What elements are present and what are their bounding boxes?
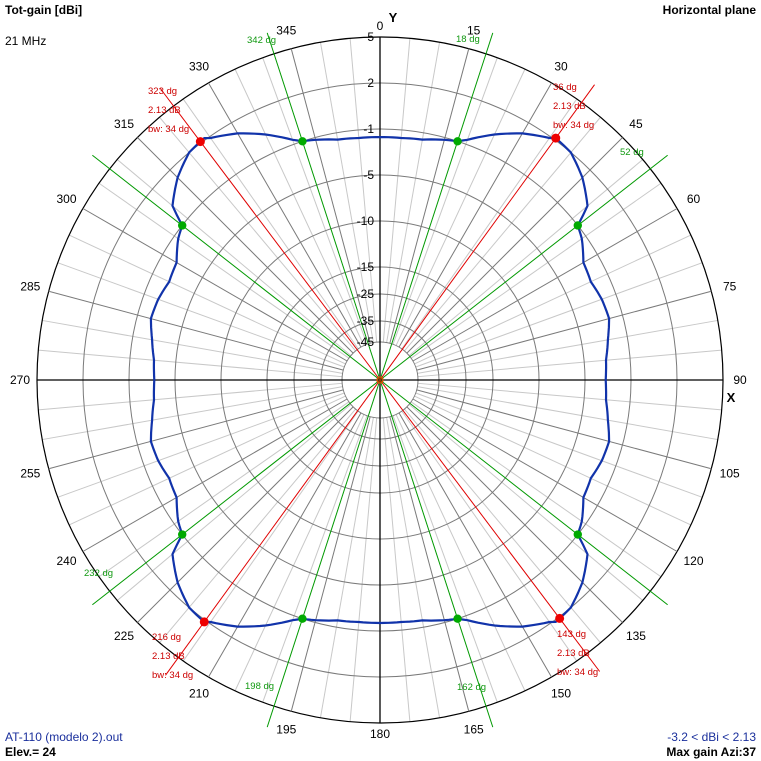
major-radial-line [399,413,552,677]
major-radial-line [413,209,677,362]
major-radial-line [417,390,712,469]
half-power-label: 232 dg [84,568,114,579]
angle-tick-label: 210 [188,686,210,701]
angle-tick-label: 135 [625,628,646,643]
half-power-line [380,33,493,380]
angle-tick-label: 120 [683,554,704,568]
half-power-label: 342 dg [247,35,277,46]
max-lobe-label: 216 dg [152,632,182,643]
max-lobe-label: 2.13 dB [553,101,586,112]
half-power-label: 18 dg [456,34,480,45]
max-lobe-marker [555,614,564,623]
ring-tick-label: -1 [363,122,374,136]
x-axis-label: X [726,390,736,405]
major-radial-line [83,209,347,362]
max-lobe-label: 2.13 dB [152,651,185,662]
max-lobe-marker [200,617,209,626]
half-power-marker [574,221,582,229]
major-radial-line [399,83,552,347]
frequency-label: 21 MHz [5,34,47,48]
max-lobe-label: bw: 34 dg [557,667,599,678]
max-lobe-marker [551,134,560,143]
file-label: AT-110 (modelo 2).out [5,730,123,744]
half-power-marker [298,137,306,145]
ring-tick-label: -15 [356,260,374,274]
half-power-marker [453,615,461,623]
max-gain-label: Max gain Azi:37 [666,745,756,759]
angle-tick-label: 225 [114,628,135,643]
half-power-label: 162 dg [457,682,487,693]
max-lobe-label: 36 dg [553,82,577,93]
half-power-label: 52 dg [620,147,644,158]
max-lobe-label: 143 dg [557,629,587,640]
angle-tick-label: 45 [629,117,643,132]
angle-tick-label: 75 [722,279,737,294]
max-lobe-label: 323 dg [148,86,178,97]
half-power-marker [178,530,186,538]
half-power-marker [298,615,306,623]
angle-tick-label: 255 [20,466,41,481]
angle-tick-label: 105 [719,466,740,481]
max-lobe-label: 2.13 dB [557,648,590,659]
max-lobe-label: bw: 34 dg [152,670,194,681]
half-power-label: 198 dg [245,681,275,692]
angle-tick-label: 270 [9,373,31,387]
max-lobe-marker [196,137,205,146]
major-radial-line [390,49,469,344]
max-lobe-label: bw: 34 dg [148,124,190,135]
range-label: -3.2 < dBi < 2.13 [667,730,756,744]
ring-tick-label: 5 [367,30,374,44]
angle-tick-label: 330 [188,59,210,74]
major-radial-line [390,417,469,712]
major-radial-line [209,83,362,347]
half-power-line [380,380,493,727]
elevation-label: Elev.= 24 [5,745,56,759]
max-lobe-line [165,380,380,675]
plane-label: Horizontal plane [662,3,756,17]
angle-tick-label: 15 [467,23,481,38]
half-power-line [267,380,380,727]
angle-tick-label: 60 [686,192,701,206]
major-radial-line [137,137,353,353]
half-power-marker [453,137,461,145]
angle-tick-label: 285 [20,279,41,294]
major-radial-line [407,407,623,623]
major-radial-line [413,399,677,552]
major-radial-line [291,417,370,712]
half-power-marker [574,530,582,538]
ring-tick-label: -45 [356,335,374,349]
major-radial-line [83,399,347,552]
angle-tick-label: 30 [554,59,568,74]
angle-tick-label: 150 [550,686,572,701]
major-radial-line [407,137,623,353]
ring-tick-label: -5 [363,168,374,182]
max-lobe-label: bw: 34 dg [553,120,595,131]
ring-tick-label: 2 [367,76,374,90]
angle-tick-label: 240 [56,554,77,568]
chart-title: Tot-gain [dBi] [5,3,83,17]
major-radial-line [137,407,353,623]
angle-tick-label: 180 [369,727,391,741]
y-axis-label: Y [388,10,398,25]
major-radial-line [49,390,344,469]
major-radial-line [209,413,362,677]
angle-tick-label: 300 [56,192,77,206]
ring-tick-label: -35 [356,314,374,328]
major-radial-line [417,291,712,370]
ring-tick-label: -10 [356,214,374,228]
half-power-marker [178,221,186,229]
half-power-line [92,380,380,605]
half-power-line [380,155,668,380]
angle-tick-label: 345 [276,23,297,38]
angle-tick-label: 195 [276,722,297,737]
angle-tick-label: 165 [463,722,484,737]
angle-tick-label: 315 [114,117,135,132]
angle-tick-label: 0 [376,19,384,33]
max-lobe-label: 2.13 dB [148,105,181,116]
major-radial-line [49,291,344,370]
ring-tick-label: -25 [356,287,374,301]
angle-tick-label: 90 [733,373,747,387]
